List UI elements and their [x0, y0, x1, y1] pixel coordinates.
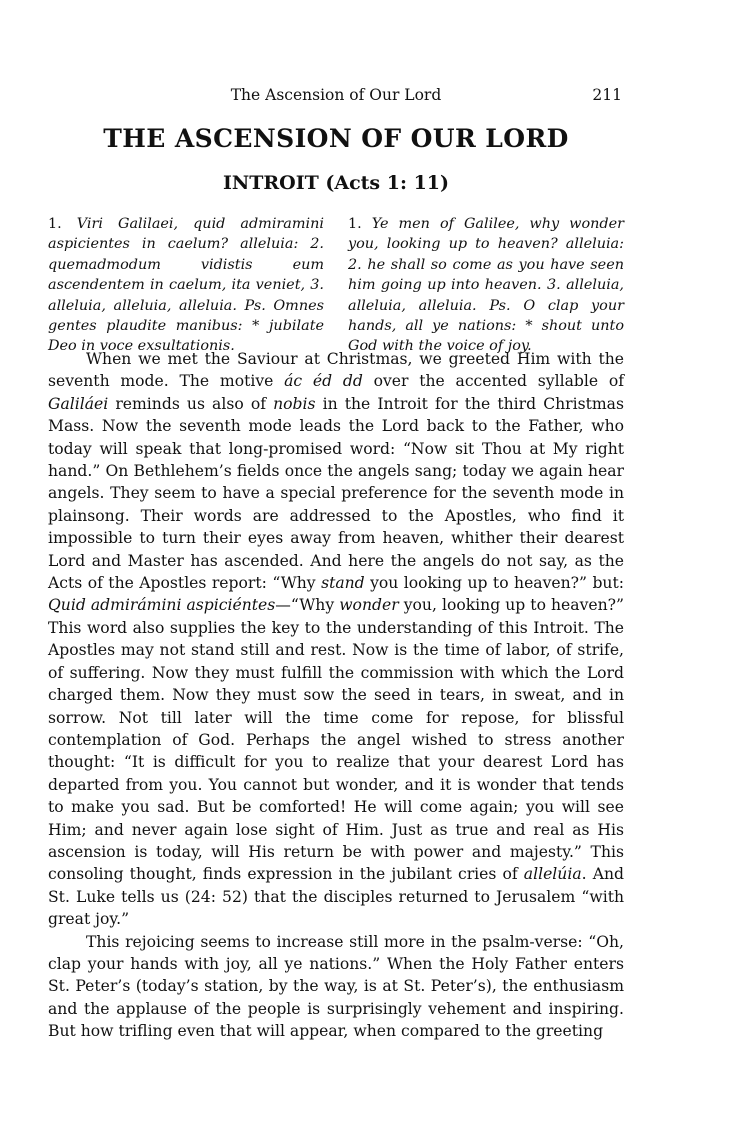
text-run: . And St. Luke tells us (24: 52) that the disciples returned to Jerusalem “with great joy.”: [48, 865, 624, 929]
verse-number: 1.: [48, 216, 62, 232]
english-text: Ye men of Galilee, why wonder you, looking up to heaven? alleluia: 2. he shall so come as you have seen him going up into heaven. 3. alleluia, alleluia, alleluia. Ps. O clap your hands, all ye nations: * shout unto God with the voice of joy.: [348, 216, 625, 355]
text-run: over the accented syllable of: [362, 372, 624, 391]
text-run: you looking up to heaven?” but:: [364, 574, 624, 593]
text-run: reminds us also of: [108, 394, 274, 413]
text-run: —“Why: [275, 596, 340, 615]
latin-phrase: Quid admirámini aspiciéntes: [48, 596, 276, 615]
latin-word: nobis: [273, 394, 316, 413]
running-title: The Ascension of Our Lord: [230, 86, 442, 104]
text-run: you, looking up to heaven?” This word also supplies the key to the understanding of this Introit. The Apostles may not stand still and rest. Now is the time of labor, of strife, of suffering. Now they must fulfill the commission with which the Lord charged them. Now they must sow the seed in tears, in sweat, and in sorrow. Not till later will the time come for repose, for blissful contemplation of God. Perhaps the angel wished to stress another thought: “It is difficult for you to realize that your dearest Lord has departed from you. You cannot but wonder, and it is wonder that tends to make you sad. But be comforted! He will come again; you will see Him; and never again lose sight of Him. Just as true and real as His ascension is today, will His return be with power and majesty.” This consoling thought, finds expression in the jubilant cries of: [48, 596, 624, 884]
section-subtitle: INTROIT (Acts 1: 11): [222, 172, 450, 194]
page-title: THE ASCENSION OF OUR LORD: [103, 124, 569, 153]
paragraph-1: [48, 348, 624, 931]
verse-number: 1.: [348, 216, 362, 232]
latin-text: Viri Galilaei, quid admiramini aspicientes in caelum? alleluia: 2. quemadmodum vidistis eum ascendentem in caelum, ita veniet, 3. alleluia, alleluia, alleluia. Ps. Omnes gentes plaudite manibus: * jubilate Deo in voce exsultationis.: [48, 216, 325, 355]
text-run: When we met the Saviour at Christmas, we greeted Him with the seventh mode. The motive: [48, 350, 624, 391]
page-number: 211: [592, 86, 622, 104]
running-head: [48, 86, 624, 108]
latin-word: allelúia: [523, 865, 582, 884]
neume-motive: ác éd dd: [284, 372, 363, 391]
text-run: in the Introit for the third Christmas Mass. Now the seventh mode leads the Lord back to the Father, who today will speak that long-promised word: “Now sit Thou at My right hand.” On Bethlehem’s fields once the angels sang; today we again hear angels. They seem to have a special preference for the seventh mode in plainsong. Their words are addressed to the Apostles, who find it impossible to turn their eyes away from heaven, whither their dearest Lord and Master has ascended. And here the angels do not say, as the Acts of the Apostles report: “Why: [48, 394, 624, 593]
paragraph-2: This rejoicing seems to increase still more in the psalm-verse: “Oh, clap your hands with joy, all ye nations.” When the Holy Father enters St. Peter’s (today’s station, by the way, is at St. Peter’s), the enthusiasm and the applause of the people is surprisingly vehement and inspiring. But how trifling even that will appear, when compared to the greeting: [48, 932, 624, 1041]
commentary: [48, 348, 624, 1043]
emphasis: wonder: [339, 596, 399, 615]
introit-english: [348, 214, 624, 357]
introit-latin: [48, 214, 324, 357]
emphasis: stand: [321, 574, 365, 593]
latin-word: Galiláei: [48, 394, 109, 413]
